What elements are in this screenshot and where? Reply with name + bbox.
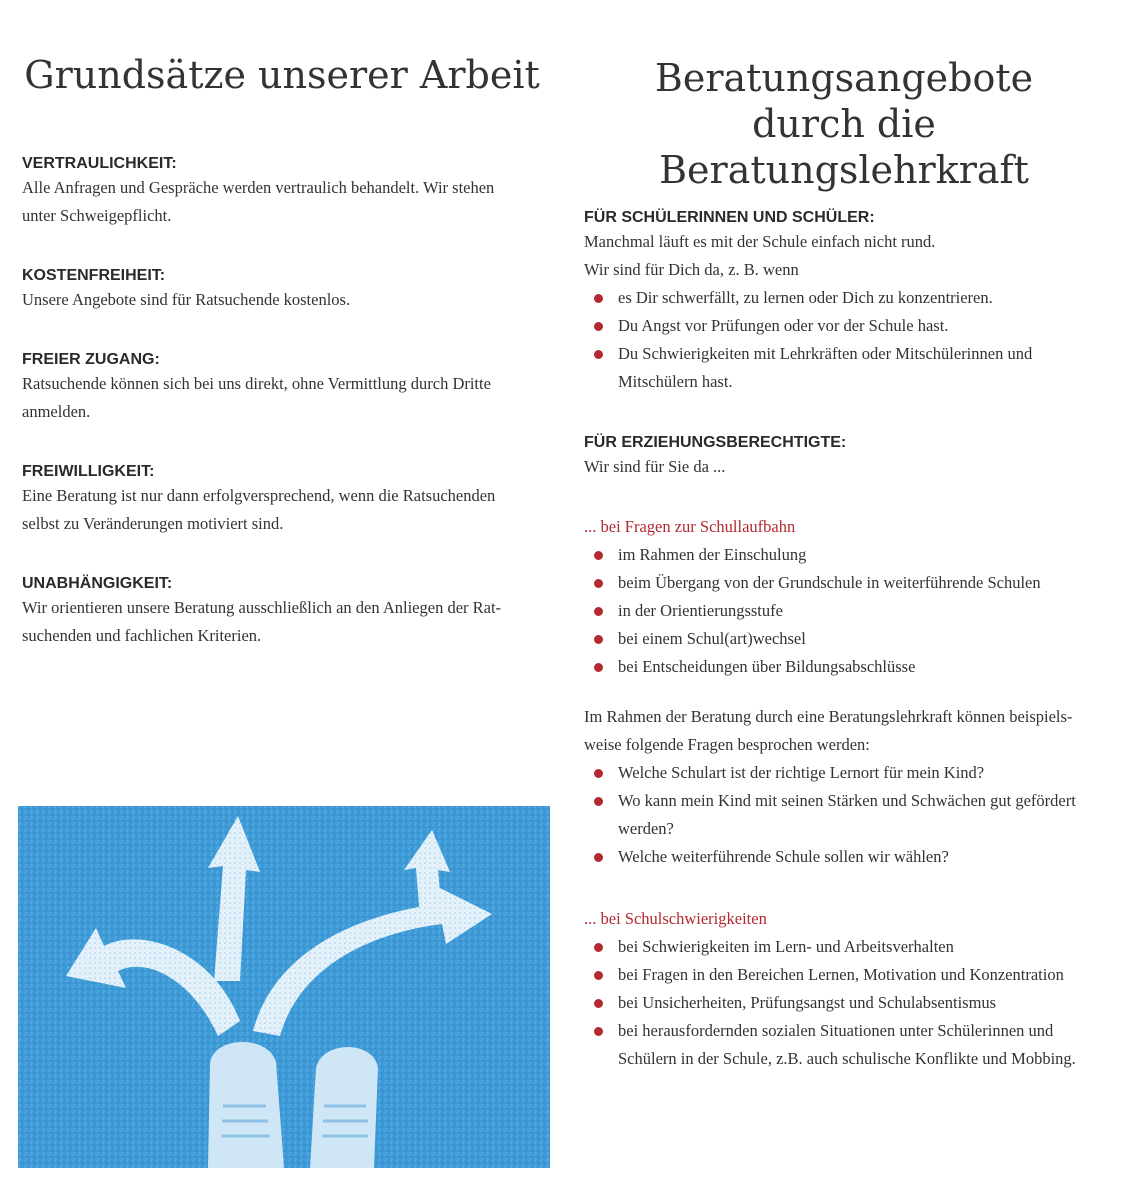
section-text-line: Wir orientieren unsere Beratung ausschließlich an den Anliegen der Rat- <box>22 598 502 617</box>
bullet-icon <box>594 663 603 672</box>
career-label: ... bei Fragen zur Schullaufbahn <box>584 517 796 536</box>
bullet-icon <box>594 551 603 560</box>
section-text-line: Alle Anfragen und Gespräche werden vertraulich behandelt. Wir stehen <box>22 178 495 197</box>
section-heading: FÜR ERZIEHUNGSBERECHTIGTE: <box>584 434 847 451</box>
list-item: es Dir schwerfällt, zu lernen oder Dich zu konzentrieren. <box>584 284 1104 312</box>
difficulties-label: ... bei Schulschwierigkeiten <box>584 909 767 928</box>
section-heading: UNABHÄNGIGKEIT: <box>22 575 173 592</box>
section-heading: VERTRAULICHKEIT: <box>22 155 177 172</box>
bullet-icon <box>594 350 603 359</box>
students-intro-2: Wir sind für Dich da, z. B. wenn <box>584 260 799 279</box>
section-heading: FREIER ZUGANG: <box>22 351 160 368</box>
list-item: in der Orientierungsstufe <box>584 597 1104 625</box>
bullet-icon <box>594 579 603 588</box>
right-shoe <box>310 1047 378 1168</box>
students-intro-1: Manchmal läuft es mit der Schule einfach nicht rund. <box>584 232 936 251</box>
section-freiwilligkeit <box>22 462 542 538</box>
right-title-line1: Beratungsangebote <box>654 56 1034 100</box>
section-text-line: unter Schweigepflicht. <box>22 206 172 225</box>
section-difficulties <box>584 905 1104 1073</box>
bullet-icon <box>594 943 603 952</box>
section-heading: KOSTENFREIHEIT: <box>22 267 166 284</box>
arrows-photo <box>18 806 550 1168</box>
list-item: Du Schwierigkeiten mit Lehrkräften oder Mitschülerinnen und Mitschülern hast. <box>584 340 1068 396</box>
section-text-line: Ratsuchende können sich bei uns direkt, ohne Vermittlung durch Dritte <box>22 374 491 393</box>
section-heading: FÜR SCHÜLERINNEN UND SCHÜLER: <box>584 209 875 226</box>
section-text-line: Unsere Angebote sind für Ratsuchende kostenlos. <box>22 290 351 309</box>
section-parents <box>584 433 1104 481</box>
list-item: Wo kann mein Kind mit seinen Stärken und Schwächen gut gefördert werden? <box>584 787 1108 843</box>
list-item: Welche weiterführende Schule sollen wir wählen? <box>584 843 1104 871</box>
left-title: Grundsätze unserer Arbeit <box>24 53 540 97</box>
parents-intro: Wir sind für Sie da ... <box>584 457 726 476</box>
students-list <box>584 284 1104 396</box>
section-freier-zugang <box>22 350 542 426</box>
list-item: bei Schwierigkeiten im Lern- und Arbeitsverhalten <box>584 933 1104 961</box>
bullet-icon <box>594 797 603 806</box>
bullet-icon <box>594 1027 603 1036</box>
section-students <box>584 208 1104 396</box>
bullet-icon <box>594 294 603 303</box>
list-item: Du Angst vor Prüfungen oder vor der Schule hast. <box>584 312 1104 340</box>
arrows-on-asphalt-illustration <box>18 806 550 1168</box>
bullet-icon <box>594 635 603 644</box>
questions-list <box>584 759 1104 871</box>
career-paragraph-line2: weise folgende Fragen besprochen werden: <box>584 735 870 754</box>
bullet-icon <box>594 769 603 778</box>
list-item: Welche Schulart ist der richtige Lernort für mein Kind? <box>584 759 1104 787</box>
difficulties-list <box>584 933 1104 1073</box>
right-title-line2: durch die Beratungslehrkraft <box>659 102 1029 192</box>
bullet-icon <box>594 322 603 331</box>
section-career <box>584 513 1104 871</box>
bullet-icon <box>594 853 603 862</box>
list-item: beim Übergang von der Grundschule in weiterführende Schulen <box>584 569 1104 597</box>
right-title <box>584 55 1104 193</box>
section-text-line: anmelden. <box>22 402 91 421</box>
career-list <box>584 541 1104 681</box>
list-item: bei Fragen in den Bereichen Lernen, Motivation und Konzentration <box>584 961 1104 989</box>
section-heading: FREIWILLIGKEIT: <box>22 463 155 480</box>
section-text-line: Eine Beratung ist nur dann erfolgversprechend, wenn die Ratsuchenden <box>22 486 496 505</box>
section-unabhaengigkeit <box>22 574 542 650</box>
bullet-icon <box>594 999 603 1008</box>
section-text-line: selbst zu Veränderungen motiviert sind. <box>22 514 284 533</box>
list-item: bei herausfordernden sozialen Situationen unter Schülerinnen und Schülern in der Schule, z.B. auch schulische Konflikte und Mobbing. <box>584 1017 1108 1073</box>
section-kostenfreiheit <box>22 266 542 314</box>
list-item: bei Entscheidungen über Bildungsabschlüsse <box>584 653 1104 681</box>
bullet-icon <box>594 607 603 616</box>
career-paragraph-line1: Im Rahmen der Beratung durch eine Beratungslehrkraft können beispiels- <box>584 707 1073 726</box>
left-shoe <box>208 1042 284 1168</box>
list-item: bei Unsicherheiten, Prüfungsangst und Schulabsentismus <box>584 989 1104 1017</box>
bullet-icon <box>594 971 603 980</box>
list-item: im Rahmen der Einschulung <box>584 541 1104 569</box>
section-text-line: suchenden und fachlichen Kriterien. <box>22 626 262 645</box>
list-item: bei einem Schul(art)wechsel <box>584 625 1104 653</box>
section-vertraulichkeit <box>22 154 542 230</box>
